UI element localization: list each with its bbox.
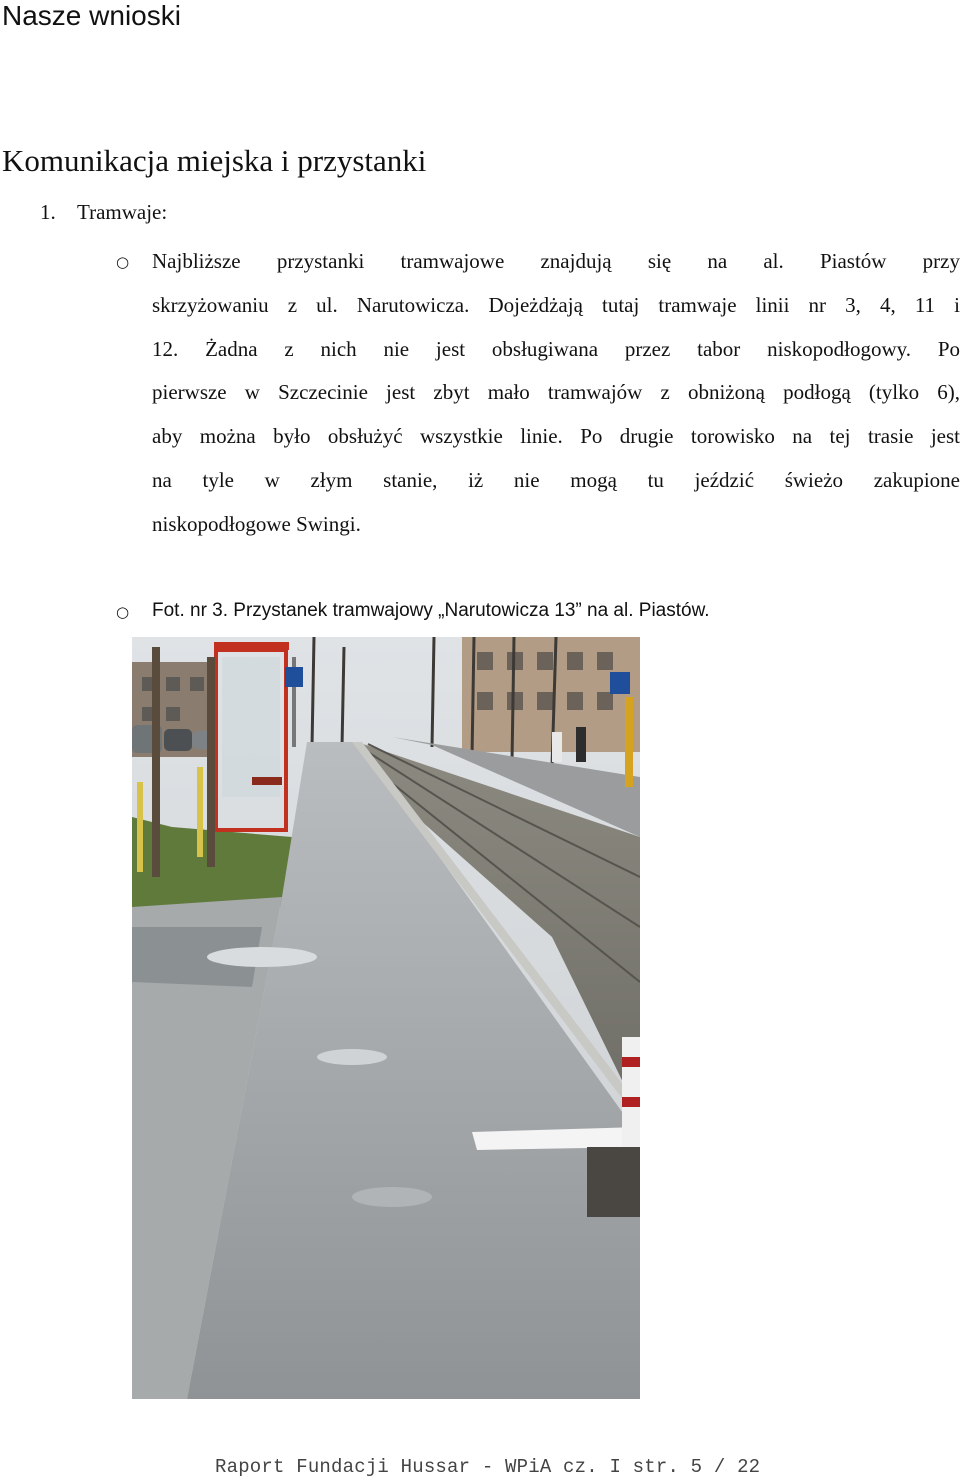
- list-number: 1.: [40, 200, 56, 224]
- paragraph-tramwaje: [152, 240, 960, 547]
- bullet-circle-icon: ○: [116, 603, 130, 621]
- numbered-list-item: [40, 200, 167, 225]
- paragraph-line: pierwsze w Szczecinie jest zbyt mało tramwajów z obniżoną podłogą (tylko 6),: [152, 380, 960, 405]
- paragraph-line: na tyle w złym stanie, iż nie mogą tu jeździć świeżo zakupione: [152, 467, 960, 492]
- list-label: Tramwaje:: [77, 200, 168, 224]
- tram-stop-photo-illustration: [132, 637, 640, 1399]
- tram-stop-photo: [132, 637, 640, 1399]
- section-heading: Komunikacja miejska i przystanki: [2, 143, 427, 178]
- paragraph-line: 12. Żadna z nich nie jest obsługiwana przez tabor niskopodłogowy. Po: [152, 336, 960, 361]
- bullet-circle-icon: ○: [116, 253, 130, 271]
- page-title: Nasze wnioski: [2, 0, 181, 31]
- paragraph-line: Najbliższe przystanki tramwajowe znajdują się na al. Piastów przy: [152, 249, 960, 273]
- paragraph-line: niskopodłogowe Swingi.: [152, 511, 361, 536]
- photo-caption: Fot. nr 3. Przystanek tramwajowy „Narutowicza 13” na al. Piastów.: [152, 600, 710, 621]
- page-footer: Raport Fundacji Hussar - WPiA cz. I str. 5 / 22: [215, 1456, 761, 1478]
- paragraph-line: aby można było obsłużyć wszystkie linie. Po drugie torowisko na tej trasie jest: [152, 424, 960, 449]
- paragraph-line: skrzyżowaniu z ul. Narutowicza. Dojeżdżają tutaj tramwaje linii nr 3, 4, 11 i: [152, 292, 960, 317]
